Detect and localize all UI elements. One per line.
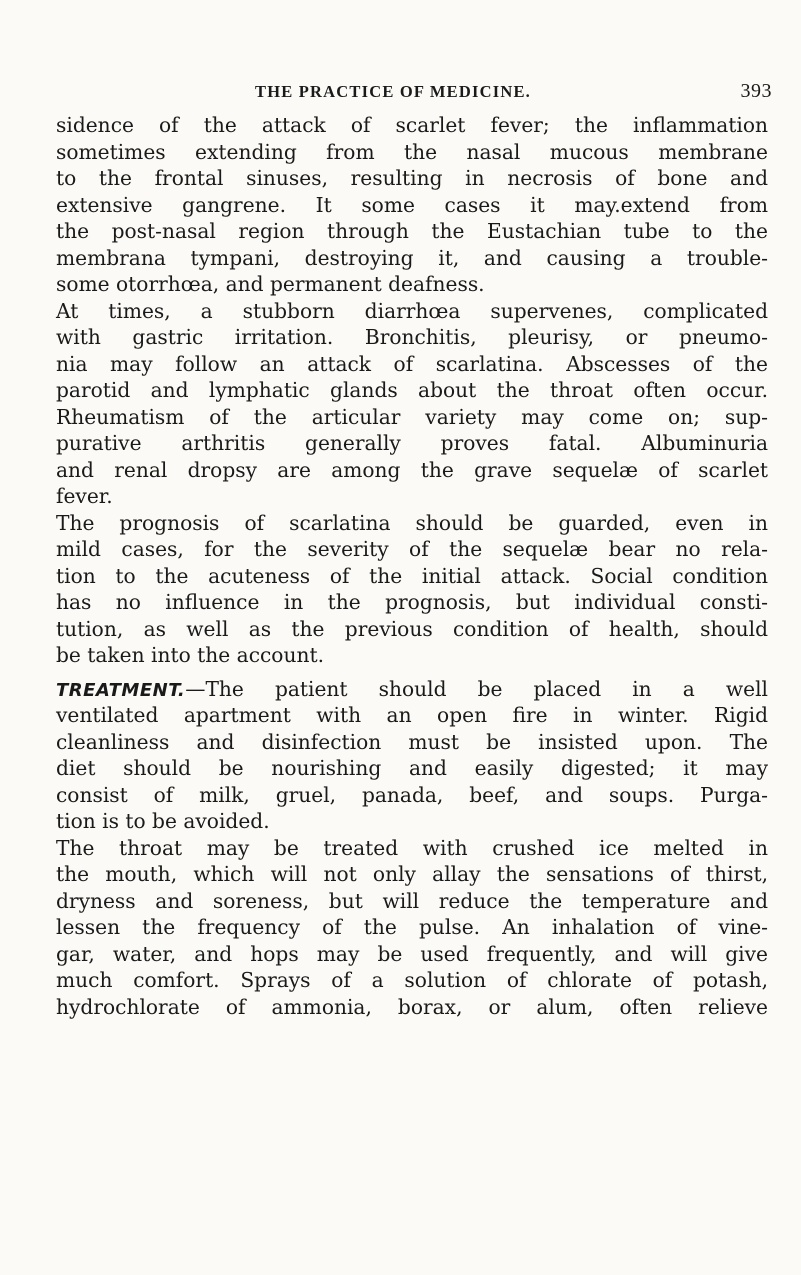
text-line: tion to the acuteness of the initial attack. Social condition <box>56 563 768 588</box>
paragraph-1 <box>56 112 768 298</box>
text-line: Rheumatism of the articular variety may come on; sup- <box>56 404 768 429</box>
treatment-heading: TREATMENT. <box>56 679 186 701</box>
text-line: gar, water, and hops may be used frequently, and will give <box>56 941 768 966</box>
page-header <box>0 82 801 108</box>
text-line: extensive gangrene. It some cases it may.extend from <box>56 192 768 217</box>
text-line: nia may follow an attack of scarlatina. Abscesses of the <box>56 351 768 376</box>
text-line: tion is to be avoided. <box>56 809 270 833</box>
text-line: sometimes extending from the nasal mucous membrane <box>56 139 768 164</box>
paragraph-treatment <box>56 676 768 835</box>
page-number: 393 <box>740 80 772 102</box>
text-line: dryness and soreness, but will reduce the temperature and <box>56 888 768 913</box>
text-line: lessen the frequency of the pulse. An inhalation of vine- <box>56 915 768 939</box>
text-line: to the frontal sinuses, resulting in necrosis of bone and <box>56 166 768 190</box>
text-line: parotid and lymphatic glands about the throat often occur. <box>56 378 768 402</box>
text-line: The prognosis of scarlatina should be guarded, even in <box>56 510 768 535</box>
text-line: membrana tympani, destroying it, and causing a trouble- <box>56 245 768 270</box>
text-line: mild cases, for the severity of the sequelæ bear no rela- <box>56 537 768 561</box>
text-line: fever. <box>56 484 113 508</box>
text-line: the mouth, which will not only allay the sensations of thirst, <box>56 862 768 886</box>
text-line: The throat may be treated with crushed ice melted in <box>56 835 768 860</box>
paragraph-5 <box>56 835 768 1021</box>
text-line: diet should be nourishing and easily digested; it may <box>56 756 768 780</box>
text-line: At times, a stubborn diarrhœa supervenes, complicated <box>56 298 768 323</box>
text-line: and renal dropsy are among the grave sequelæ of scarlet <box>56 457 768 482</box>
text-line: ventilated apartment with an open fire in winter. Rigid <box>56 703 768 727</box>
text-line <box>56 676 768 703</box>
text-line: has no influence in the prognosis, but individual consti- <box>56 590 768 614</box>
text-line: the post-nasal region through the Eustachian tube to the <box>56 219 768 243</box>
text-line: some otorrhœa, and permanent deafness. <box>56 272 485 296</box>
treatment-first-line: —The patient should be placed in a well <box>185 676 768 701</box>
text-line: cleanliness and disinfection must be insisted upon. The <box>56 729 768 754</box>
paragraph-2 <box>56 298 768 510</box>
text-line: with gastric irritation. Bronchitis, pleurisy, or pneumo- <box>56 325 768 349</box>
text-line: hydrochlorate of ammonia, borax, or alum, often relieve <box>56 994 768 1019</box>
text-line: purative arthritis generally proves fatal. Albuminuria <box>56 431 768 455</box>
text-line: much comfort. Sprays of a solution of chlorate of potash, <box>56 968 768 992</box>
body-text <box>56 112 768 1020</box>
text-line: tution, as well as the previous condition of health, should <box>56 616 768 641</box>
text-line: consist of milk, gruel, panada, beef, and soups. Purga- <box>56 782 768 807</box>
section-gap <box>56 669 768 676</box>
text-line: be taken into the account. <box>56 643 324 667</box>
running-title: THE PRACTICE OF MEDICINE. <box>255 82 531 101</box>
paragraph-3 <box>56 510 768 669</box>
text-line: sidence of the attack of scarlet fever; the inflammation <box>56 113 768 137</box>
